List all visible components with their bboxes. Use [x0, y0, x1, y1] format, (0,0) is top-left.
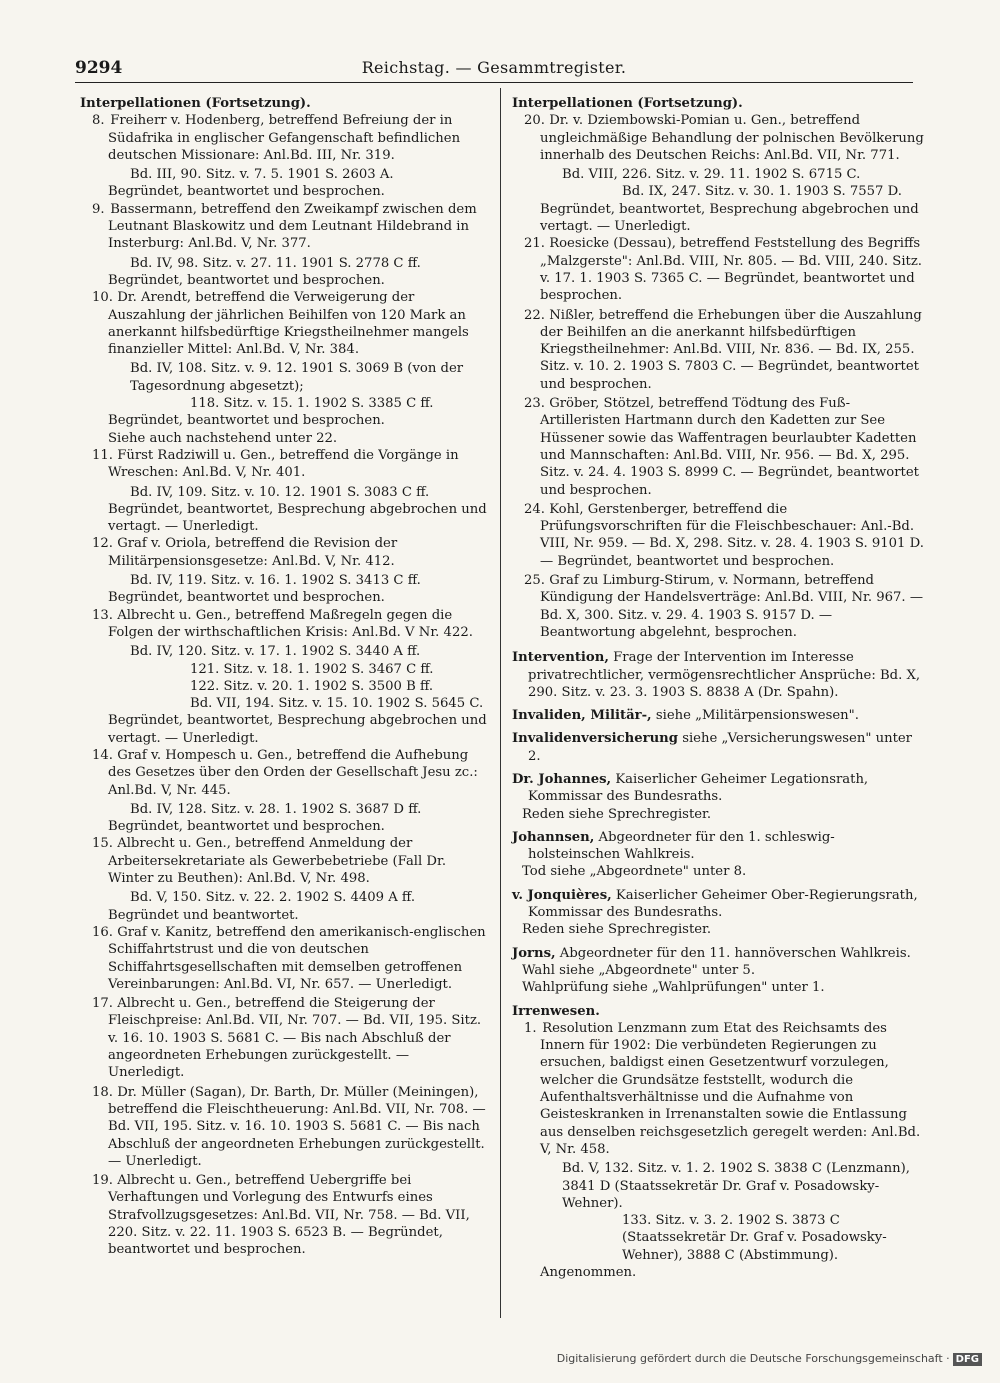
entry-citation: 133. Sitz. v. 3. 2. 1902 S. 3873 C (Staatssekretär Dr. Graf v. Posadowsky-Wehner), 3888 C (Abstimmung).: [622, 1213, 887, 1263]
entry-number: 10.: [92, 290, 113, 306]
index-text: siehe „Militärpensionswesen".: [655, 708, 859, 724]
entry-body: Albrecht u. Gen., betreffend Maßregeln gegen die Folgen der wirthschaftlichen Krisis: Anl.Bd. V Nr. 422.: [108, 607, 473, 640]
index-text: Kaiserlicher Geheimer Ober-Regierungsrath, Kommissar des Bundesraths.: [528, 887, 918, 921]
entry-body: Dr. v. Dziembowski-Pomian u. Gen., betreffend ungleichmäßige Behandlung der polnischen Bevölkerung innerhalb des Deutschen Reichs: Anl.Bd. VII, Nr. 771.: [540, 113, 924, 163]
index-entry: [512, 771, 924, 806]
entry-text: [512, 307, 924, 393]
entry-body: Albrecht u. Gen., betreffend Uebergriffe bei Verhaftungen und Vorlegung des Entwurfs eines Strafvollzugsgesetzes: Anl.Bd. VII, Nr. 758. — Bd. VII, 220. Sitz. v. 22. 11. 1903 S. 6523 B. — Begründet, beantwortet und besprochen.: [108, 1173, 470, 1258]
footer-credit: Digitalisierung gefördert durch die Deutsche Forschungsgemeinschaft ·: [556, 1352, 950, 1365]
entry-citation: Bd. VII, 194. Sitz. v. 15. 10. 1902 S. 5645 C.: [190, 696, 484, 712]
index-keyword: Jorns,: [512, 945, 556, 961]
index-keyword: v. Jonquières,: [512, 887, 612, 903]
entry-result: Begründet, beantwortet und besprochen.: [108, 272, 385, 288]
entry-number: 22.: [524, 307, 545, 323]
index-entry: [512, 945, 924, 962]
index-entry: [512, 649, 924, 701]
index-subentry: Tod siehe „Abgeordnete" unter 8.: [522, 864, 747, 880]
entry-result: Begründet, beantwortet, Besprechung abgebrochen und vertagt. — Unerledigt.: [108, 501, 487, 535]
index-text: Abgeordneter für den 1. schleswig-holsteinschen Wahlkreis.: [528, 829, 835, 863]
entry-number: 12.: [92, 536, 113, 552]
index-entry: [512, 829, 924, 864]
entry-number: 16.: [92, 924, 113, 940]
index-subentry: Reden siehe Sprechregister.: [522, 806, 712, 822]
section-heading: Interpellationen (Fortsetzung).: [80, 96, 311, 111]
entry-citation: Bd. VIII, 226. Sitz. v. 29. 11. 1902 S. 6715 C.: [562, 167, 861, 183]
entry-text: [80, 995, 488, 1081]
entry-number: 25.: [524, 573, 545, 589]
entry-citation: Bd. IV, 109. Sitz. v. 10. 12. 1901 S. 3083 C ff.: [130, 484, 430, 500]
entry-citation: Bd. IX, 247. Sitz. v. 30. 1. 1903 S. 7557 D.: [622, 184, 902, 200]
entry-text: [80, 835, 488, 887]
entry-body: Gröber, Stötzel, betreffend Tödtung des Fuß-Artilleristen Hartmann durch den Kadetten zur See Hüssener sowie das Waffentragen beurlaubter Kadetten und Mannschaften: Anl.Bd. VIII, Nr. 956. — Bd. X, 295. Sitz. v. 24. 4. 1903 S. 8999 C. — Begründet, beantwortet und besprochen.: [540, 396, 919, 498]
entry-body: Freiherr v. Hodenberg, betreffend Befreiung der in Südafrika in englischer Gefangenschaft befindlichen deutschen Missionare: Anl.Bd. III, Nr. 319.: [108, 113, 461, 163]
entry-result: Begründet, beantwortet und besprochen.: [108, 590, 385, 606]
entry-text: [80, 1172, 488, 1258]
entry-citation: Bd. V, 132. Sitz. v. 1. 2. 1902 S. 3838 C (Lenzmann), 3841 D (Staatssekretär Dr. Graf v. Posadowsky-Wehner).: [562, 1161, 910, 1211]
entry-text: [512, 572, 924, 641]
entry-citation: Bd. III, 90. Sitz. v. 7. 5. 1901 S. 2603 A.: [130, 167, 394, 183]
entry-text: [80, 112, 488, 164]
entry-result: Begründet, beantwortet und besprochen.: [108, 819, 385, 835]
entry-number: 19.: [92, 1173, 113, 1189]
entry-text: [80, 924, 488, 993]
entry-number: 18.: [92, 1084, 113, 1100]
index-entry: [512, 707, 924, 724]
entry-result: Begründet, beantwortet und besprochen.: [108, 184, 385, 200]
entry-body: Fürst Radziwill u. Gen., betreffend die Vorgänge in Wreschen: Anl.Bd. V, Nr. 401.: [108, 447, 459, 481]
entry-body: Dr. Müller (Sagan), Dr. Barth, Dr. Müller (Meiningen), betreffend die Fleischtheuerung: Anl.Bd. VII, Nr. 708. — Bd. VII, 195. Sitz. v. 16. 10. 1903 S. 5681 C. — Bis nach Abschluß der angeordneten Erhebungen zurückgestellt. — Unerledigt.: [108, 1084, 486, 1169]
entry-text: [512, 112, 924, 164]
entry-text: [80, 201, 488, 253]
entry-body: Albrecht u. Gen., betreffend Anmeldung der Arbeitersekretariate als Gewerbebetriebe (Fall Dr. Winter zu Beuthen): Anl.Bd. V, Nr. 498.: [108, 836, 447, 887]
index-keyword: Johannsen,: [512, 829, 595, 845]
right-column: [512, 95, 924, 1281]
entry-result: Begründet und beantwortet.: [108, 907, 299, 923]
entry-citation: Bd. IV, 128. Sitz. v. 28. 1. 1902 S. 3687 D ff.: [130, 801, 422, 817]
entry-result: Begründet, beantwortet und besprochen.: [108, 413, 385, 429]
entry-body: Graf v. Oriola, betreffend die Revision der Militärpensionsgesetze: Anl.Bd. V, Nr. 412.: [108, 536, 398, 569]
entry-result: Angenommen.: [540, 1265, 637, 1280]
entry-text: [80, 1084, 488, 1170]
index-subentry: Wahl siehe „Abgeordnete" unter 5.: [522, 962, 756, 978]
entry-text: [512, 235, 924, 304]
footer: [557, 1352, 982, 1366]
header-rule: [75, 82, 913, 83]
entry-result: Siehe auch nachstehend unter 22.: [108, 430, 338, 446]
index-text: Kaiserlicher Geheimer Legationsrath, Kommissar des Bundesraths.: [528, 771, 869, 805]
entry-body: Kohl, Gerstenberger, betreffend die Prüfungsvorschriften für die Fleischbeschauer: Anl.-Bd. VIII, Nr. 959. — Bd. X, 298. Sitz. v. 28. 4. 1903 S. 9101 D. — Begründet, beantwortet und besprochen.: [540, 501, 924, 569]
entry-body: Nißler, betreffend die Erhebungen über die Auszahlung der Beihilfen an die anerkannt hilfsbedürftigen Kriegstheilnehmer: Anl.Bd. VIII, Nr. 836. — Bd. IX, 255. Sitz. v. 10. 2. 1903 S. 7803 C. — Begründet, beantwortet und besprochen.: [540, 307, 922, 392]
index-entry: [512, 887, 924, 922]
entry-citation: Bd. IV, 120. Sitz. v. 17. 1. 1902 S. 3440 A ff.: [130, 644, 421, 660]
index-text: Abgeordneter für den 11. hannöverschen Wahlkreis.: [559, 945, 911, 961]
entry-text: [80, 607, 488, 642]
entry-body: Albrecht u. Gen., betreffend die Steigerung der Fleischpreise: Anl.Bd. VII, Nr. 707. — Bd. VII, 195. Sitz. v. 16. 10. 1903 S. 5681 C. — Bis nach Abschluß der angeordneten Erhebungen zurückgestellt. — Unerledigt.: [108, 996, 482, 1081]
entry-body: Graf v. Kanitz, betreffend den amerikanisch-englischen Schiffahrtstrust und die von deutschen Schiffahrtsgesellschaften mit demselben getroffenen Vereinbarungen: Anl.Bd. VI, Nr. 657. — Unerledigt.: [108, 924, 486, 992]
entry-citation: Bd. V, 150. Sitz. v. 22. 2. 1902 S. 4409 A ff.: [130, 890, 416, 906]
entry-number: 9.: [92, 201, 105, 217]
index-keyword: Invaliden, Militär-,: [512, 708, 652, 724]
section-heading: Irrenwesen.: [512, 1003, 600, 1019]
entry-text: [80, 535, 488, 570]
index-keyword: Invalidenversicherung: [512, 731, 678, 747]
entry-number: 13.: [92, 607, 113, 623]
entry-body: Graf zu Limburg-Stirum, v. Normann, betreffend Kündigung der Handelsverträge: Anl.Bd. VIII, Nr. 967. — Bd. X, 300. Sitz. v. 29. 4. 1903 S. 9157 D. — Beantwortung abgelehnt, besprochen.: [540, 573, 924, 640]
entry-body: Roesicke (Dessau), betreffend Feststellung des Begriffs „Malzgerste": Anl.Bd. VIII, Nr. 805. — Bd. VIII, 240. Sitz. v. 17. 1. 1903 S. 7365 C. — Begründet, beantwortet und besprochen.: [540, 236, 922, 304]
running-title: Reichstag. — Gesammtregister.: [361, 58, 627, 77]
entry-citation: 118. Sitz. v. 15. 1. 1902 S. 3385 C ff.: [190, 396, 434, 412]
index-keyword: Intervention,: [512, 650, 609, 666]
entry-number: 1.: [524, 1020, 537, 1036]
entry-body: Resolution Lenzmann zum Etat des Reichsamts des Innern für 1902: Die verbündeten Regierungen zu ersuchen, baldigst einen Gesetzentwurf vorzulegen, welcher die Grundsätze feststellt, wodurch die Aufenthaltsverhältnisse und die Aufnahme von Geisteskranken in Irrenanstalten sowie die Entlassung aus denselben reichsgesetzlich geregelt werden: Anl.Bd. V, Nr. 458.: [540, 1020, 921, 1157]
entry-number: 14.: [92, 747, 113, 763]
page-number: 9294: [75, 58, 123, 78]
index-text: Frage der Intervention im Interesse privatrechtlicher, vermögensrechtlicher Ansprüche: Bd. X, 290. Sitz. v. 23. 3. 1903 S. 8838 A (Dr. Spahn).: [528, 650, 921, 700]
entry-body: Dr. Arendt, betreffend die Verweigerung der Auszahlung der jährlichen Beihilfen von 120 Mark an anerkannt hilfsbedürftige Kriegstheilnehmer mangels finanzieller Mittel: Anl.Bd. V, Nr. 384.: [108, 290, 469, 358]
entry-number: 24.: [524, 501, 545, 517]
entry-result: Begründet, beantwortet, Besprechung abgebrochen und vertagt. — Unerledigt.: [540, 201, 919, 235]
entry-body: Graf v. Hompesch u. Gen., betreffend die Aufhebung des Gesetzes über den Orden der Gesellschaft Jesu zc.: Anl.Bd. V, Nr. 445.: [108, 747, 478, 798]
entry-text: [512, 395, 924, 499]
entry-citation: 122. Sitz. v. 20. 1. 1902 S. 3500 B ff.: [190, 678, 434, 694]
entry-citation: Bd. IV, 119. Sitz. v. 16. 1. 1902 S. 3413 C ff.: [130, 573, 421, 589]
entry-number: 21.: [524, 236, 545, 252]
entry-text: [80, 447, 488, 482]
entry-number: 11.: [92, 447, 113, 463]
entry-text: [512, 501, 924, 570]
index-text: siehe „Versicherungswesen" unter 2.: [528, 731, 912, 764]
entry-citation: Bd. IV, 108. Sitz. v. 9. 12. 1901 S. 3069 B (von der Tagesordnung abgesetzt);: [130, 361, 464, 394]
entry-number: 15.: [92, 836, 113, 852]
section-heading: Interpellationen (Fortsetzung).: [512, 96, 743, 111]
entry-text: [80, 289, 488, 358]
entry-citation: Bd. IV, 98. Sitz. v. 27. 11. 1901 S. 2778 C ff.: [130, 255, 421, 271]
dfg-logo: DFG: [953, 1353, 982, 1366]
index-entry: [512, 730, 924, 765]
entry-citation: 121. Sitz. v. 18. 1. 1902 S. 3467 C ff.: [190, 661, 434, 677]
entry-number: 17.: [92, 996, 113, 1012]
entry-number: 8.: [92, 113, 105, 129]
entry-text: [80, 747, 488, 799]
entry-body: Bassermann, betreffend den Zweikampf zwischen dem Leutnant Blaskowitz und dem Leutnant Hildebrand in Insterburg: Anl.Bd. V, Nr. 377.: [108, 201, 477, 252]
entry-number: 20.: [524, 113, 545, 129]
column-divider: [500, 88, 501, 1318]
left-column: [80, 95, 488, 1261]
page-header: [75, 58, 913, 80]
entry-result: Begründet, beantwortet, Besprechung abgebrochen und vertagt. — Unerledigt.: [108, 713, 487, 746]
index-subentry: Reden siehe Sprechregister.: [522, 922, 712, 938]
entry-number: 23.: [524, 396, 545, 412]
entry-text: [512, 1020, 924, 1158]
index-subentry: Wahlprüfung siehe „Wahlprüfungen" unter 1.: [522, 980, 825, 996]
index-keyword: Dr. Johannes,: [512, 771, 612, 787]
